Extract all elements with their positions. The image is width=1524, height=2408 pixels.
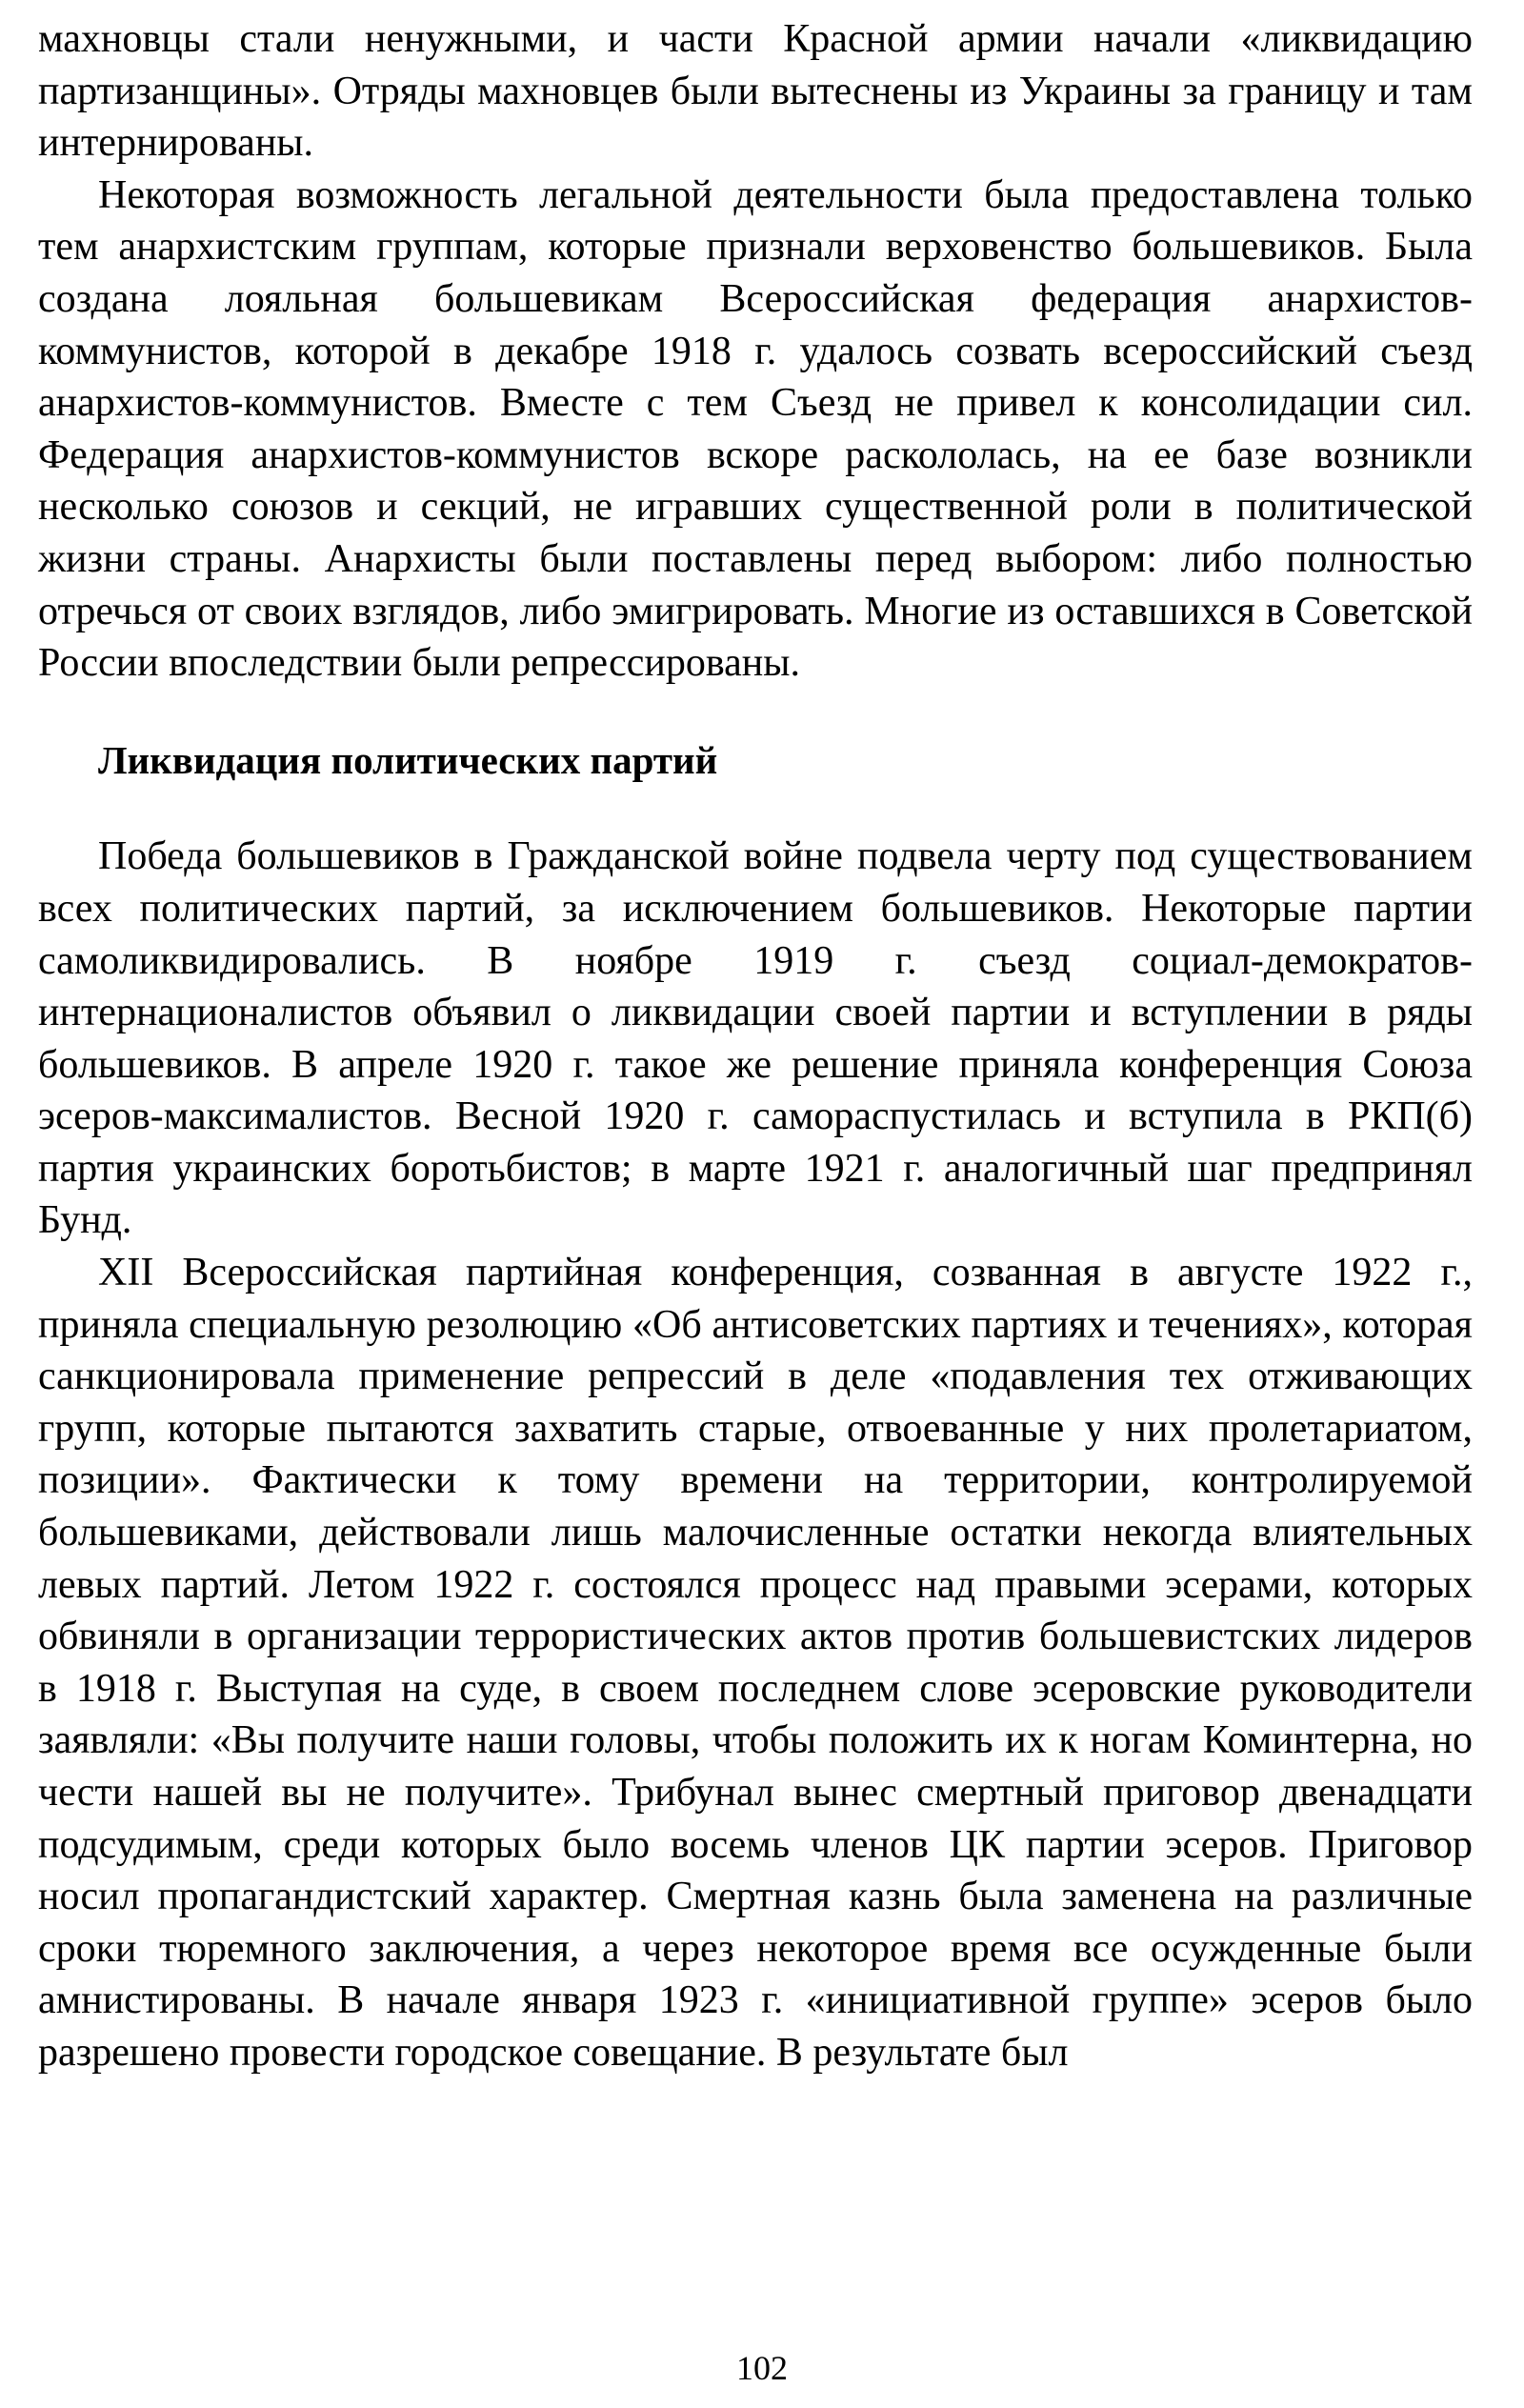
paragraph-conference: XII Всероссийская партийная конференция, созванная в августе 1922 г., приняла специальную резолюцию «Об антисоветских партиях и течениях», которая санкционировала применение репрессий в деле «подавления тех отживающих групп, которые пытаются захватить старые, отвоеванные у них пролетариатом, позиции». Фактически к тому времени на территории, контролируемой большевиками, действовали лишь малочисленные остатки некогда влиятельных левых партий. Летом 1922 г. состоялся процесс над правыми эсерами, которых обвиняли в организации террористических актов против большевистских лидеров в 1918 г. Выступая на суде, в своем последнем слове эсеровские руководители заявляли: «Вы получите наши головы, чтобы положить их к ногам Коминтерна, но чести нашей вы не получите». Трибунал вынес смертный приговор двенадцати подсудимым, среди которых было восемь членов ЦК партии эсеров. Приговор носил пропагандистский характер. Смертная казнь была заменена на различные сроки тюремного заключения, а через некоторое время все осужденные были амнистированы. В начале января 1923 г. «инициативной группе» эсеров было разрешено провести городское совещание. В результате был [38, 1251, 1473, 2075]
paragraph-continuation: махновцы стали ненужными, и части Красной армии начали «ликвидацию партизанщины». Отряды махновцев были вытеснены из Украины за границу и там интернированы. [38, 17, 1473, 166]
document-page [38, 13, 1473, 2079]
paragraph-anarchists: Некоторая возможность легальной деятельности была предоставлена только тем анархистским группам, которые признали верховенство большевиков. Была создана лояльная большевикам Всероссийская федерация анархистов-коммунистов, которой в декабре 1918 г. удалось созвать всероссийский съезд анархистов-коммунистов. Вместе с тем Съезд не привел к консолидации сил. Федерация анархистов-коммунистов вскоре раскололась, на ее базе возникли несколько союзов и секций, не игравших существенной роли в политической жизни страны. Анархисты были поставлены перед выбором: либо полностью отречься от своих взглядов, либо эмигрировать. Многие из оставшихся в Советской России впоследствии были репрессированы. [38, 172, 1473, 686]
page-number: 102 [736, 2349, 788, 2387]
section-heading: Ликвидация политических партий [98, 737, 718, 782]
paragraph-victory: Победа большевиков в Гражданской войне подвела черту под существованием всех политических партий, за исключением большевиков. Некоторые партии самоликвидировались. В ноябре 1919 г. съезд социал-демократов-интернационалистов объявил о ликвидации своей партии и вступлении в ряды большевиков. В апреле 1920 г. такое же решение приняла конференция Союза эсеров-максималистов. Весной 1920 г. самораспустилась и вступила в РКП(б) партия украинских боротьбистов; в марте 1921 г. аналогичный шаг предпринял Бунд. [38, 834, 1473, 1243]
spacer [38, 690, 1473, 734]
spacer [38, 786, 1473, 831]
